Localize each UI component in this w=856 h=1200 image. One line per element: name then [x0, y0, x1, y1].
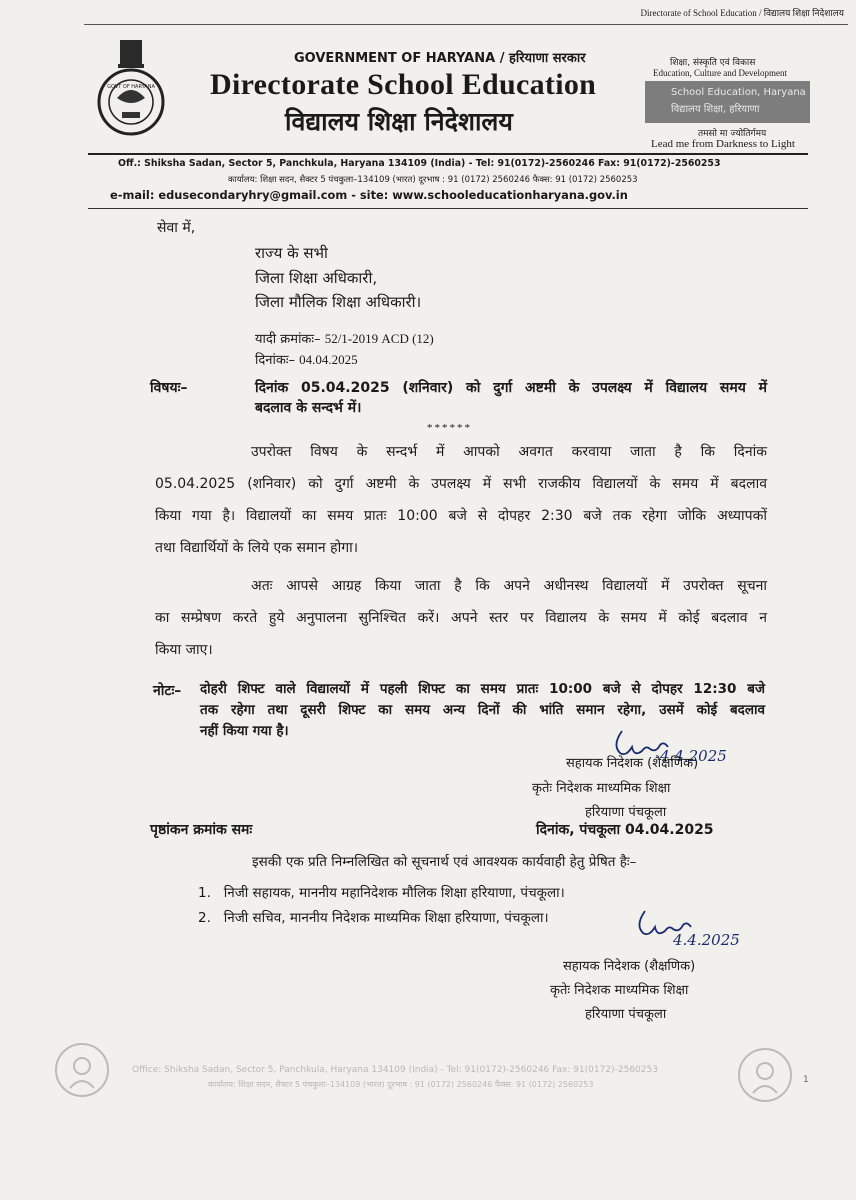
signature-2-place: हरियाणा पंचकूला	[585, 1007, 667, 1022]
logo-box-en: School Education, Haryana	[671, 87, 806, 98]
motto-hi: तमसो मा ज्योतिर्गमय	[698, 129, 767, 139]
endorsement-label: पृष्ठांकन क्रमांक समः	[150, 822, 253, 838]
body-paragraph-1: उपरोक्त विषय के सन्दर्भ में आपको अवगत करवाया जाता है कि दिनांक 05.04.2025 (शनिवार) को दुर्गा अष्टमी के उपलक्ष्य में सभी राजकीय विद्यालयों के समय में बदलाव किया गया है। विद्यालयों का समय प्रातः 10:00 बजे से दोपहर 2:30 बजे तक रहेगा जोकि अध्यापकों तथा विद्यार्थियों के लिये एक समान होगा।	[155, 444, 767, 556]
logo-line2: Education, Culture and Development	[653, 68, 787, 78]
salutation: सेवा में,	[157, 220, 196, 236]
signature-2-office: कृतेः निदेशक माध्यमिक शिक्षा	[550, 983, 689, 998]
motto-en: Lead me from Darkness to Light	[651, 138, 795, 150]
copy-text: इसकी एक प्रति निम्नलिखित को सूचनार्थ एवं आवश्यक कार्यवाही हेतु प्रेषित हैः–	[252, 854, 637, 870]
header-address-en: Off.: Shiksha Sadan, Sector 5, Panchkula, Haryana 134109 (India) - Tel: 91(0172)-2560246 Fax: 91(0172)-2560253	[118, 158, 721, 169]
recipient-line: जिला शिक्षा अधिकारी,	[255, 269, 378, 287]
signature-2-date: 4.4.2025	[673, 931, 740, 949]
logo-box-hi: विद्यालय शिक्षा, हरियाणा	[671, 104, 760, 115]
recipient-line: जिला मौलिक शिक्षा अधिकारी।	[255, 293, 422, 311]
subject-text: दिनांक 05.04.2025 (शनिवार) को दुर्गा अष्टमी के उपलक्ष्य में विद्यालय समय में बदलाव के सन्दर्भ में।	[255, 380, 768, 416]
subject-label: विषयः–	[150, 380, 188, 396]
header-rule	[88, 153, 808, 155]
endorsement-date: दिनांक, पंचकूला 04.04.2025	[536, 822, 714, 838]
footer-address-hi: कार्यालय: शिक्षा सदन, सैक्टर 5 पंचकुला–134109 (भारत) दूरभाष : 91 (0172) 2560246 फैक्स: 91 (0172) 2560253	[208, 1080, 594, 1089]
school-education-logo	[645, 81, 810, 123]
footer-logo-left-icon	[52, 1040, 112, 1100]
signature-1-place: हरियाणा पंचकूला	[585, 805, 667, 820]
note-label: नोटः–	[153, 683, 182, 699]
body-paragraph-2: अतः आपसे आग्रह किया जाता है कि अपने अधीनस्थ विद्यालयों में उपरोक्त सूचना का सम्प्रेषण करते हुये अनुपालना सुनिश्चित करें। अपने स्तर पर विद्यालय के समय में कोई बदलाव न किया जाए।	[155, 578, 767, 658]
header-address-hi: कार्यालय: शिक्षा सदन, सैक्टर 5 पंचकुला–134109 (भारत) दूरभाष : 91 (0172) 2560246 फैक्स: 91 (0172) 2560253	[228, 175, 638, 185]
footer-logo-right-icon	[735, 1045, 795, 1105]
footer-address-en: Office: Shiksha Sadan, Sector 5, Panchkula, Haryana 134109 (India) - Tel: 91(0172)-2560246 Fax: 91(0172)-2560253	[132, 1065, 658, 1075]
signature-1-date: 4.4.2025	[660, 747, 727, 765]
office-title-hi: विद्यालय शिक्षा निदेशालय	[285, 107, 513, 136]
office-title-en: Directorate School Education	[210, 68, 597, 101]
govt-line: GOVERNMENT OF HARYANA / हरियाणा सरकार	[294, 51, 586, 66]
header-rule-bottom	[88, 208, 808, 209]
reference-number: यादी क्रमांकः– 52/1-2019 ACD (12)	[255, 331, 434, 347]
copy-list-item: 1. निजी सहायक, माननीय महानिदेशक मौलिक शिक्षा हरियाणा, पंचकूला।	[198, 885, 565, 901]
signature-2-designation: सहायक निदेशक (शैक्षणिक)	[563, 959, 696, 974]
recipient-line: राज्य के सभी	[255, 244, 328, 262]
copy-list-item: 2. निजी सचिव, माननीय निदेशक माध्यमिक शिक्षा हरियाणा, पंचकूला।	[198, 910, 549, 926]
header-contact: e-mail: edusecondaryhry@gmail.com - site: www.schooleducationharyana.gov.in	[110, 188, 628, 202]
signature-2-scribble	[625, 905, 775, 955]
separator: ******	[427, 422, 472, 434]
haryana-emblem-icon	[92, 36, 170, 136]
header-top-note: Directorate of School Education / विद्यालय शिक्षा निदेशालय	[640, 8, 844, 18]
signature-1-office: कृतेः निदेशक माध्यमिक शिक्षा	[532, 781, 671, 796]
emblem-ring-text: GOVT OF HARYANA	[107, 84, 155, 90]
page-number: 1	[803, 1075, 809, 1085]
logo-line1: शिक्षा, संस्कृति एवं विकास	[670, 58, 756, 68]
note-text: दोहरी शिफ्ट वाले विद्यालयों में पहली शिफ्ट का समय प्रातः 10:00 बजे से दोपहर 12:30 बजे तक रहेगा तथा दूसरी शिफ्ट का समय अन्य दिनों की भांति समान रहेगा, उसमें कोई बदलाव नहीं किया गया है।	[200, 681, 765, 739]
header-top-rule	[84, 24, 848, 25]
letter-date: दिनांकः– 04.04.2025	[255, 352, 358, 368]
signature-1-designation: सहायक निदेशक (शैक्षणिक)	[566, 756, 699, 771]
